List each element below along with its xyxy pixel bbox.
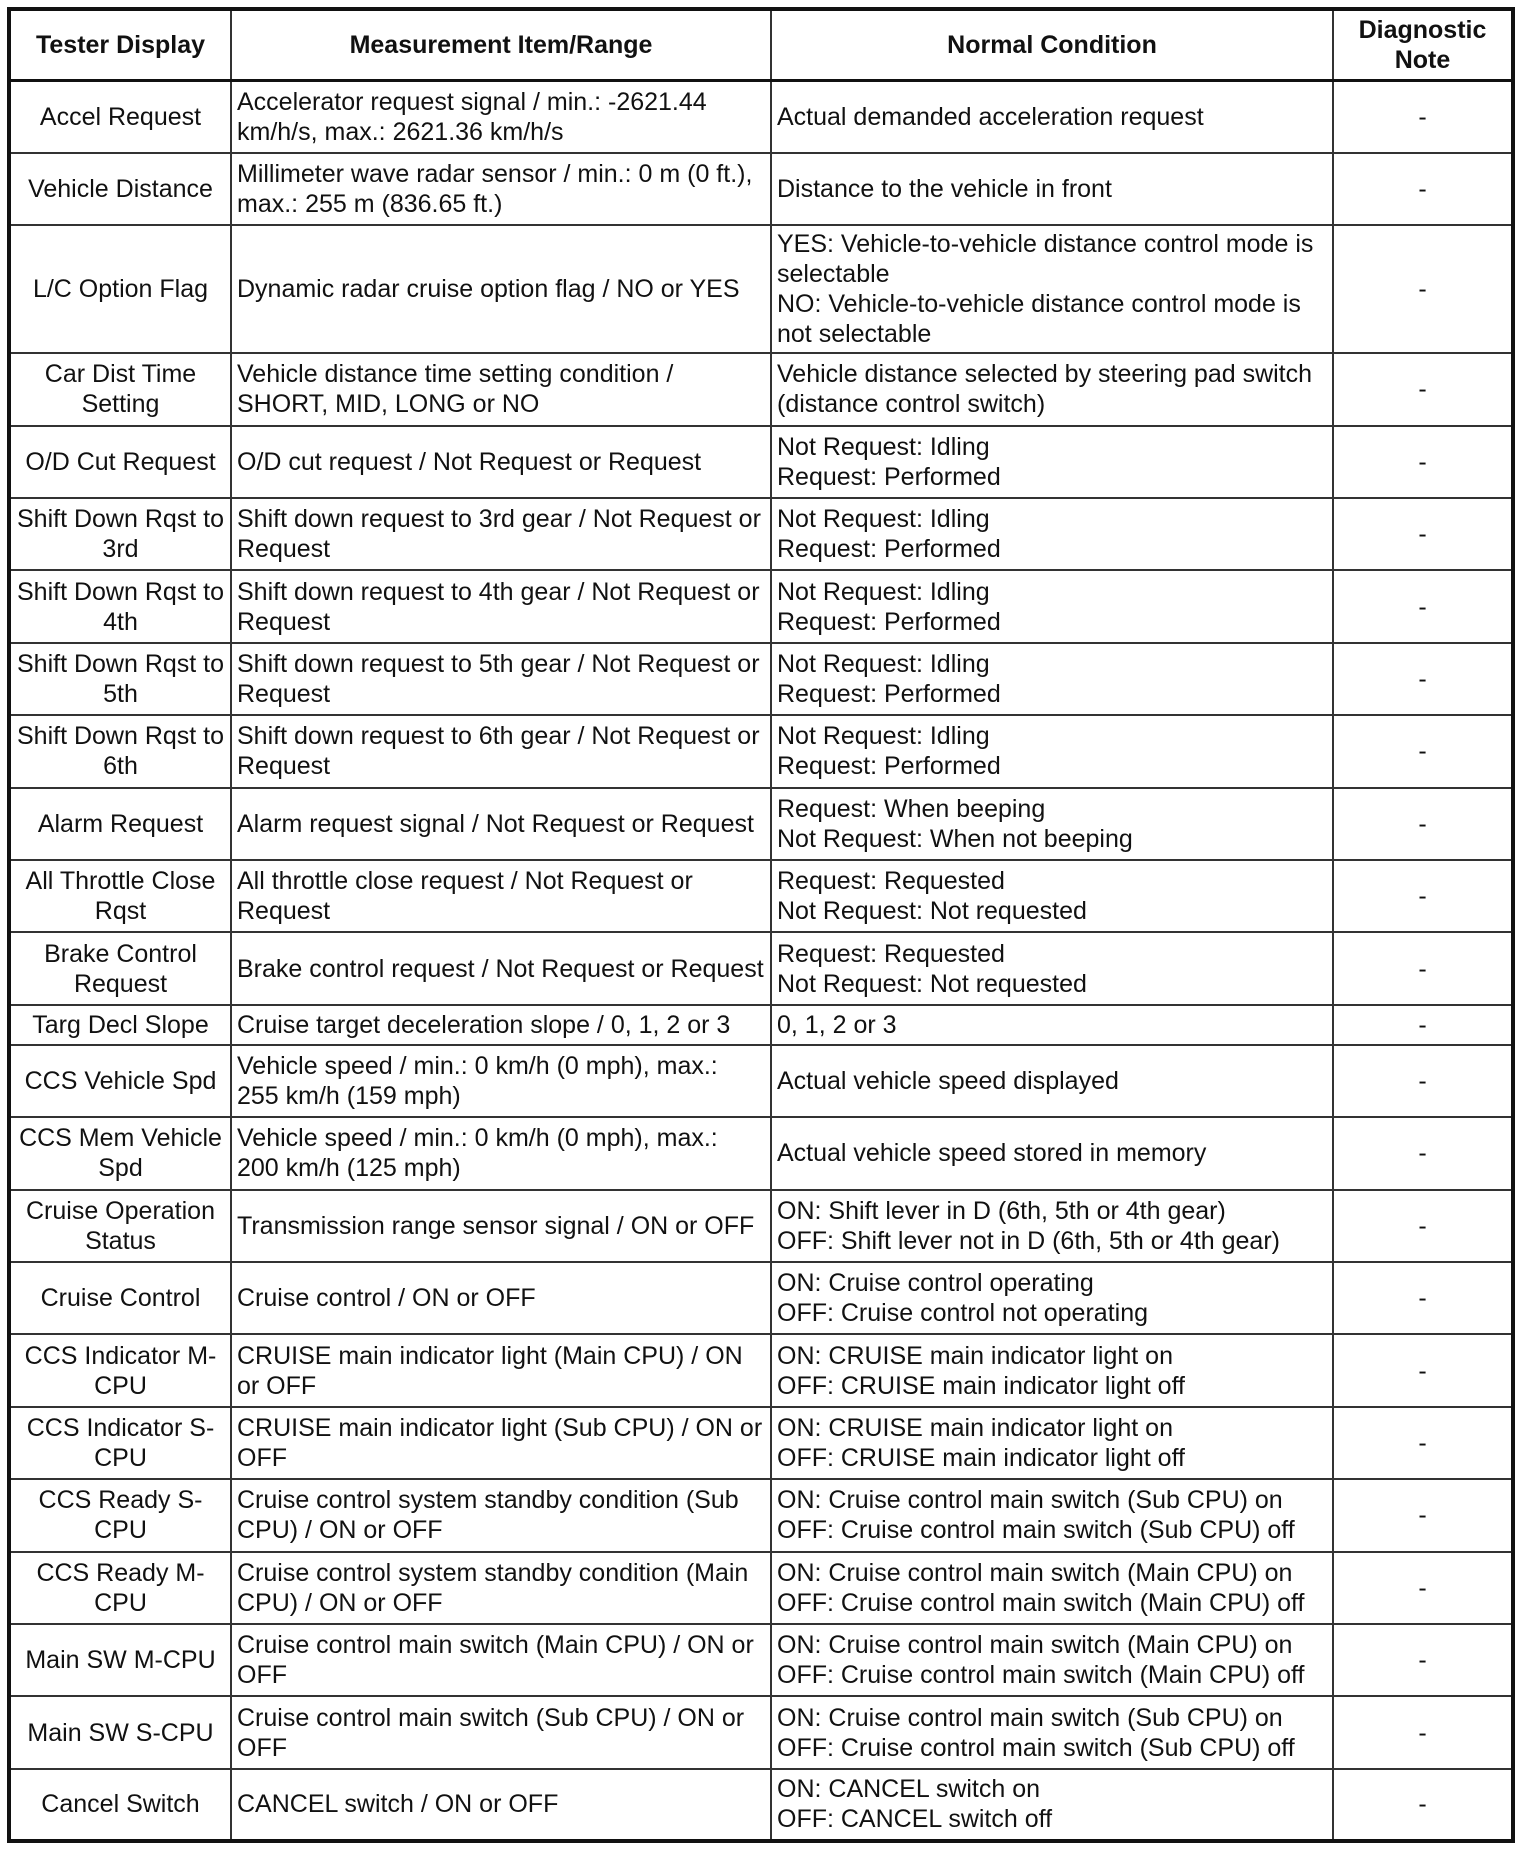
table-row [9,1479,1513,1551]
diagnostic-note-cell: - [1333,1696,1513,1768]
measurement-range-cell: Cruise control main switch (Main CPU) / ON or OFF [231,1624,771,1696]
table-row [9,1190,1513,1262]
normal-condition-cell [771,788,1333,860]
measurement-range-cell: Cruise control / ON or OFF [231,1262,771,1334]
normal-condition-cell [771,225,1333,353]
measurement-range-cell: CANCEL switch / ON or OFF [231,1769,771,1841]
condition-line: Not Request: Idling [777,650,990,679]
measurement-range-cell: Brake control request / Not Request or Request [231,932,771,1004]
table-row [9,1005,1513,1045]
diagnostic-note-cell: - [1333,426,1513,498]
diagnostic-note-cell: - [1333,715,1513,787]
diagnostic-note-cell: - [1333,225,1513,353]
condition-line: Vehicle distance selected by steering pad switch (distance control switch) [777,360,1313,419]
condition-line: Not Request: When not beeping [777,824,1133,853]
diagnostic-note-cell: - [1333,1262,1513,1334]
normal-condition-cell [771,570,1333,642]
condition-line: OFF: Cruise control not operating [777,1299,1148,1328]
condition-line: Request: Requested [777,939,1005,968]
tester-display-cell: All Throttle Close Rqst [9,860,231,932]
measurement-range-cell: CRUISE main indicator light (Sub CPU) / ON or OFF [231,1407,771,1479]
condition-line: Not Request: Idling [777,722,990,751]
normal-condition-cell [771,860,1333,932]
condition-line: ON: CANCEL switch on [777,1775,1041,1804]
condition-line: OFF: Cruise control main switch (Main CPU) off [777,1661,1305,1690]
diagnostic-note-cell: - [1333,498,1513,570]
measurement-range-cell: Alarm request signal / Not Request or Request [231,788,771,860]
condition-line: ON: Cruise control operating [777,1269,1094,1298]
diagnostic-note-cell: - [1333,153,1513,225]
condition-line: Request: When beeping [777,794,1046,823]
normal-condition-cell [771,1696,1333,1768]
tester-display-cell: Shift Down Rqst to 6th [9,715,231,787]
diagnostic-note-cell: - [1333,1624,1513,1696]
condition-line: 0, 1, 2 or 3 [777,1010,897,1039]
table-header-row [9,9,1513,81]
diagnostic-note-cell: - [1333,353,1513,425]
condition-line: ON: Cruise control main switch (Sub CPU) on [777,1703,1283,1732]
normal-condition-cell [771,1334,1333,1406]
measurement-range-cell: Cruise control system standby condition (Sub CPU) / ON or OFF [231,1479,771,1551]
table-row [9,81,1513,153]
measurement-range-cell: Shift down request to 3rd gear / Not Request or Request [231,498,771,570]
measurement-range-cell: Shift down request to 6th gear / Not Request or Request [231,715,771,787]
condition-line: Not Request: Idling [777,505,990,534]
normal-condition-cell [771,932,1333,1004]
condition-line: Not Request: Idling [777,432,990,461]
tester-display-cell: O/D Cut Request [9,426,231,498]
tester-display-cell: CCS Ready M-CPU [9,1552,231,1624]
diagnostic-note-cell: - [1333,1552,1513,1624]
tester-display-cell: CCS Indicator S-CPU [9,1407,231,1479]
tester-display-cell: Alarm Request [9,788,231,860]
normal-condition-cell [771,426,1333,498]
table-row [9,570,1513,642]
tester-display-cell: Shift Down Rqst to 4th [9,570,231,642]
table-row [9,1334,1513,1406]
condition-line: Request: Requested [777,867,1005,896]
condition-line: Request: Performed [777,462,1001,491]
condition-line: Actual vehicle speed stored in memory [777,1139,1207,1168]
table-row [9,153,1513,225]
condition-line: Not Request: Not requested [777,969,1087,998]
condition-line: Request: Performed [777,752,1001,781]
diagnostic-note-cell: - [1333,1334,1513,1406]
tester-display-cell: CCS Indicator M-CPU [9,1334,231,1406]
normal-condition-cell [771,715,1333,787]
condition-line: NO: Vehicle-to-vehicle distance control mode is not selectable [777,290,1301,349]
diagnostic-note-cell: - [1333,1407,1513,1479]
condition-line: ON: Cruise control main switch (Main CPU) on [777,1558,1293,1587]
table-row [9,1552,1513,1624]
table-row [9,860,1513,932]
normal-condition-cell [771,1005,1333,1045]
diagnostic-note-cell: - [1333,81,1513,153]
measurement-range-cell: All throttle close request / Not Request or Request [231,860,771,932]
diagnostic-note-cell: - [1333,570,1513,642]
table-row [9,1117,1513,1189]
measurement-range-cell: O/D cut request / Not Request or Request [231,426,771,498]
tester-display-cell: Cancel Switch [9,1769,231,1841]
tester-display-cell: CCS Mem Vehicle Spd [9,1117,231,1189]
data-list-table [7,7,1515,1843]
normal-condition-cell [771,1407,1333,1479]
condition-line: ON: Cruise control main switch (Sub CPU) on [777,1486,1283,1515]
tester-display-cell: Car Dist Time Setting [9,353,231,425]
table-row [9,353,1513,425]
diagnostic-note-cell: - [1333,860,1513,932]
table-row [9,1045,1513,1117]
measurement-range-cell: Cruise control main switch (Sub CPU) / ON or OFF [231,1696,771,1768]
table-row [9,1624,1513,1696]
measurement-range-cell: Shift down request to 5th gear / Not Request or Request [231,643,771,715]
diagnostic-note-cell: - [1333,788,1513,860]
measurement-range-cell: Vehicle speed / min.: 0 km/h (0 mph), max.: 200 km/h (125 mph) [231,1117,771,1189]
condition-line: OFF: Cruise control main switch (Sub CPU) off [777,1733,1295,1762]
table-body [9,81,1513,1842]
diagnostic-note-cell: - [1333,1769,1513,1841]
diagnostic-note-cell: - [1333,1479,1513,1551]
tester-display-cell: Cruise Control [9,1262,231,1334]
table-row [9,498,1513,570]
condition-line: OFF: CANCEL switch off [777,1805,1053,1834]
condition-line: Actual demanded acceleration request [777,102,1204,131]
normal-condition-cell [771,1262,1333,1334]
condition-line: YES: Vehicle-to-vehicle distance control mode is selectable [777,230,1314,289]
normal-condition-cell [771,1624,1333,1696]
table-row [9,1696,1513,1768]
condition-line: Request: Performed [777,535,1001,564]
table-row [9,932,1513,1004]
normal-condition-cell [771,1117,1333,1189]
table-row [9,225,1513,353]
condition-line: OFF: Shift lever not in D (6th, 5th or 4th gear) [777,1226,1280,1255]
tester-display-cell: CCS Vehicle Spd [9,1045,231,1117]
measurement-range-cell: Dynamic radar cruise option flag / NO or YES [231,225,771,353]
condition-line: ON: CRUISE main indicator light on [777,1413,1173,1442]
normal-condition-cell [771,81,1333,153]
condition-line: Actual vehicle speed displayed [777,1066,1119,1095]
measurement-range-cell: Millimeter wave radar sensor / min.: 0 m (0 ft.), max.: 255 m (836.65 ft.) [231,153,771,225]
normal-condition-cell [771,643,1333,715]
header-tester-display: Tester Display [9,9,231,81]
tester-display-cell: Accel Request [9,81,231,153]
normal-condition-cell [771,498,1333,570]
measurement-range-cell: Cruise target deceleration slope / 0, 1, 2 or 3 [231,1005,771,1045]
measurement-range-cell: CRUISE main indicator light (Main CPU) / ON or OFF [231,1334,771,1406]
header-diagnostic-note: Diagnostic Note [1333,9,1513,81]
condition-line: ON: Shift lever in D (6th, 5th or 4th gear) [777,1196,1226,1225]
condition-line: Request: Performed [777,607,1001,636]
tester-display-cell: Shift Down Rqst to 5th [9,643,231,715]
tester-display-cell: Main SW S-CPU [9,1696,231,1768]
normal-condition-cell [771,1552,1333,1624]
measurement-range-cell: Vehicle speed / min.: 0 km/h (0 mph), max.: 255 km/h (159 mph) [231,1045,771,1117]
tester-display-cell: Main SW M-CPU [9,1624,231,1696]
condition-line: OFF: Cruise control main switch (Sub CPU) off [777,1516,1295,1545]
condition-line: ON: Cruise control main switch (Main CPU) on [777,1631,1293,1660]
condition-line: OFF: Cruise control main switch (Main CPU) off [777,1588,1305,1617]
diagnostic-note-cell: - [1333,1117,1513,1189]
condition-line: Not Request: Idling [777,577,990,606]
header-normal-condition: Normal Condition [771,9,1333,81]
condition-line: OFF: CRUISE main indicator light off [777,1443,1186,1472]
tester-display-cell: Vehicle Distance [9,153,231,225]
condition-line: Request: Performed [777,680,1001,709]
measurement-range-cell: Shift down request to 4th gear / Not Request or Request [231,570,771,642]
diagnostic-note-cell: - [1333,1190,1513,1262]
normal-condition-cell [771,1045,1333,1117]
data-list-table-wrapper [7,7,1515,1843]
table-row [9,1262,1513,1334]
tester-display-cell: L/C Option Flag [9,225,231,353]
tester-display-cell: Cruise Operation Status [9,1190,231,1262]
condition-line: OFF: CRUISE main indicator light off [777,1371,1186,1400]
diagnostic-note-cell: - [1333,1005,1513,1045]
diagnostic-note-cell: - [1333,1045,1513,1117]
measurement-range-cell: Vehicle distance time setting condition / SHORT, MID, LONG or NO [231,353,771,425]
measurement-range-cell: Cruise control system standby condition (Main CPU) / ON or OFF [231,1552,771,1624]
normal-condition-cell [771,1769,1333,1841]
tester-display-cell: Brake Control Request [9,932,231,1004]
table-row [9,1407,1513,1479]
table-row [9,1769,1513,1841]
normal-condition-cell [771,1190,1333,1262]
normal-condition-cell [771,153,1333,225]
table-row [9,715,1513,787]
diagnostic-note-cell: - [1333,932,1513,1004]
tester-display-cell: Shift Down Rqst to 3rd [9,498,231,570]
diagnostic-note-cell: - [1333,643,1513,715]
condition-line: Distance to the vehicle in front [777,175,1112,204]
header-measurement-item: Measurement Item/Range [231,9,771,81]
normal-condition-cell [771,353,1333,425]
measurement-range-cell: Accelerator request signal / min.: -2621.44 km/h/s, max.: 2621.36 km/h/s [231,81,771,153]
table-row [9,788,1513,860]
tester-display-cell: CCS Ready S-CPU [9,1479,231,1551]
condition-line: ON: CRUISE main indicator light on [777,1341,1173,1370]
measurement-range-cell: Transmission range sensor signal / ON or OFF [231,1190,771,1262]
table-row [9,426,1513,498]
normal-condition-cell [771,1479,1333,1551]
condition-line: Not Request: Not requested [777,897,1087,926]
table-row [9,643,1513,715]
tester-display-cell: Targ Decl Slope [9,1005,231,1045]
